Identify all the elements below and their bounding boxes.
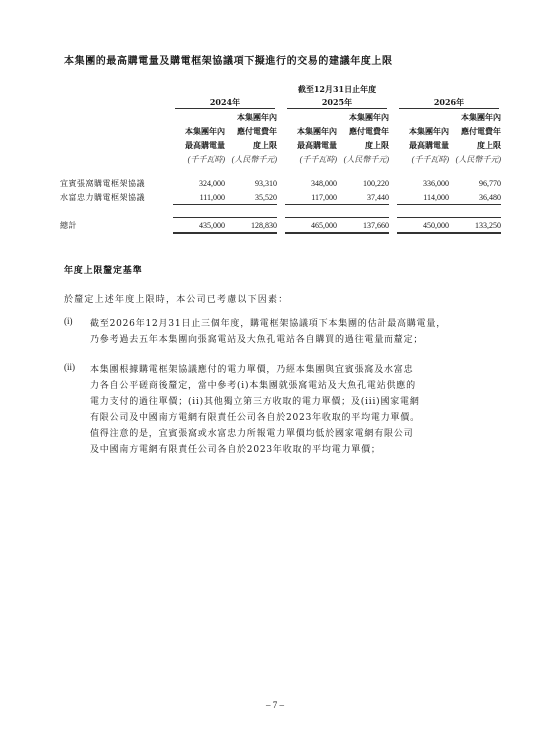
col-header-cap: 應付電費年 (237, 126, 277, 136)
basis-heading: 年度上限釐定基準 (64, 266, 143, 276)
period-header-row (60, 82, 501, 96)
item-label: (i) (64, 316, 73, 326)
intro-paragraph: 於釐定上述年度上限時，本公司已考慮以下因素： (64, 295, 289, 305)
table-cell: 114,000 (397, 190, 449, 205)
col-header-cap: 本集團年內 (461, 112, 501, 122)
col-header-qty: 本集團年內 (409, 126, 449, 136)
col-header-qty (173, 110, 225, 124)
col-header-qty: 最高購電量 (297, 140, 337, 150)
unit-cell: (人民幣千元) (343, 154, 389, 164)
table-cell: 36,480 (449, 190, 501, 205)
total-cell: 450,000 (397, 218, 449, 234)
col-header-qty: 本集團年內 (185, 126, 225, 136)
col-header-cap: 度上限 (477, 140, 501, 150)
total-cell: 137,660 (337, 218, 389, 234)
total-cell: 128,830 (225, 218, 277, 234)
table-cell: 348,000 (311, 178, 337, 188)
column-header-row-1 (60, 110, 501, 124)
table-row (60, 176, 501, 190)
total-cell: 435,000 (173, 218, 225, 234)
item-label: (ii) (64, 362, 75, 372)
table-cell: 336,000 (423, 178, 449, 188)
year-2024: 2024年 (173, 96, 277, 110)
column-header-row-3 (60, 138, 501, 152)
table-cell: 37,440 (337, 190, 389, 205)
section-heading: 本集團的最高購電量及購電框架協議項下擬進行的交易的建議年度上限 (64, 56, 393, 67)
row-label: 宜賓張窩購電框架協議 (60, 178, 145, 188)
col-header-qty: 最高購電量 (185, 140, 225, 150)
col-header-qty: 本集團年內 (297, 126, 337, 136)
unit-cell: (千千瓦時) (187, 154, 225, 164)
annual-caps-table (60, 82, 501, 234)
period-header: 截至12月31日止年度 (297, 83, 377, 94)
item-text: 本集團根據購電框架協議應付的電力單價，乃經本集團與宜賓張窩及水富忠 力各自公平磋商後釐定，當中參考(i)本集團就張窩電站及大魚孔電站供應的 電力支付的過往單價；(ii)其他獨立第三方收取的電力單價；及(iii)國家電網 有限公司及中國南方電網有限責任公司各自於2023年收取的平均電力單價。 值得注意的是，宜賓張窩或水富忠力所報電力單價均低於國家電網有限公司 及中國南方電網有限責任公司各自於2023年收取的平均電力單價； (90, 365, 420, 455)
table-cell: 100,220 (363, 178, 389, 188)
table-cell: 324,000 (199, 178, 225, 188)
total-row (60, 218, 501, 234)
col-header-cap: 應付電費年 (349, 126, 389, 136)
table-cell: 93,310 (255, 178, 277, 188)
item-text: 截至2026年12月31日止三個年度，購電框架協議項下本集團的估計最高購電量， 乃參考過去五年本集團向張窩電站及大魚孔電站各自購買的過往電量而釐定； (90, 319, 447, 345)
col-header-cap: 應付電費年 (461, 126, 501, 136)
table-row (60, 190, 501, 205)
col-header-qty (397, 110, 449, 124)
col-header-cap: 本集團年內 (237, 112, 277, 122)
col-header-qty (285, 110, 337, 124)
col-header-cap: 度上限 (365, 140, 389, 150)
unit-cell: (千千瓦時) (299, 154, 337, 164)
unit-cell: (人民幣千元) (455, 154, 501, 164)
total-label: 總計 (60, 220, 77, 230)
table-cell: 117,000 (285, 190, 337, 205)
col-header-cap: 度上限 (253, 140, 277, 150)
unit-cell: (人民幣千元) (231, 154, 277, 164)
page-number: – 7 – (266, 700, 284, 710)
table-cell: 111,000 (173, 190, 225, 205)
col-header-cap: 本集團年內 (349, 112, 389, 122)
col-header-qty: 最高購電量 (409, 140, 449, 150)
row-label: 水富忠力購電框架協議 (60, 192, 145, 202)
table-cell: 96,770 (479, 178, 501, 188)
unit-cell: (千千瓦時) (411, 154, 449, 164)
year-2025: 2025年 (285, 96, 389, 110)
total-cell: 465,000 (285, 218, 337, 234)
total-cell: 133,250 (449, 218, 501, 234)
unit-row (60, 152, 501, 166)
column-header-row-2 (60, 124, 501, 138)
year-2026: 2026年 (397, 96, 501, 110)
table-cell: 35,520 (225, 190, 277, 205)
year-header-row (60, 96, 501, 110)
